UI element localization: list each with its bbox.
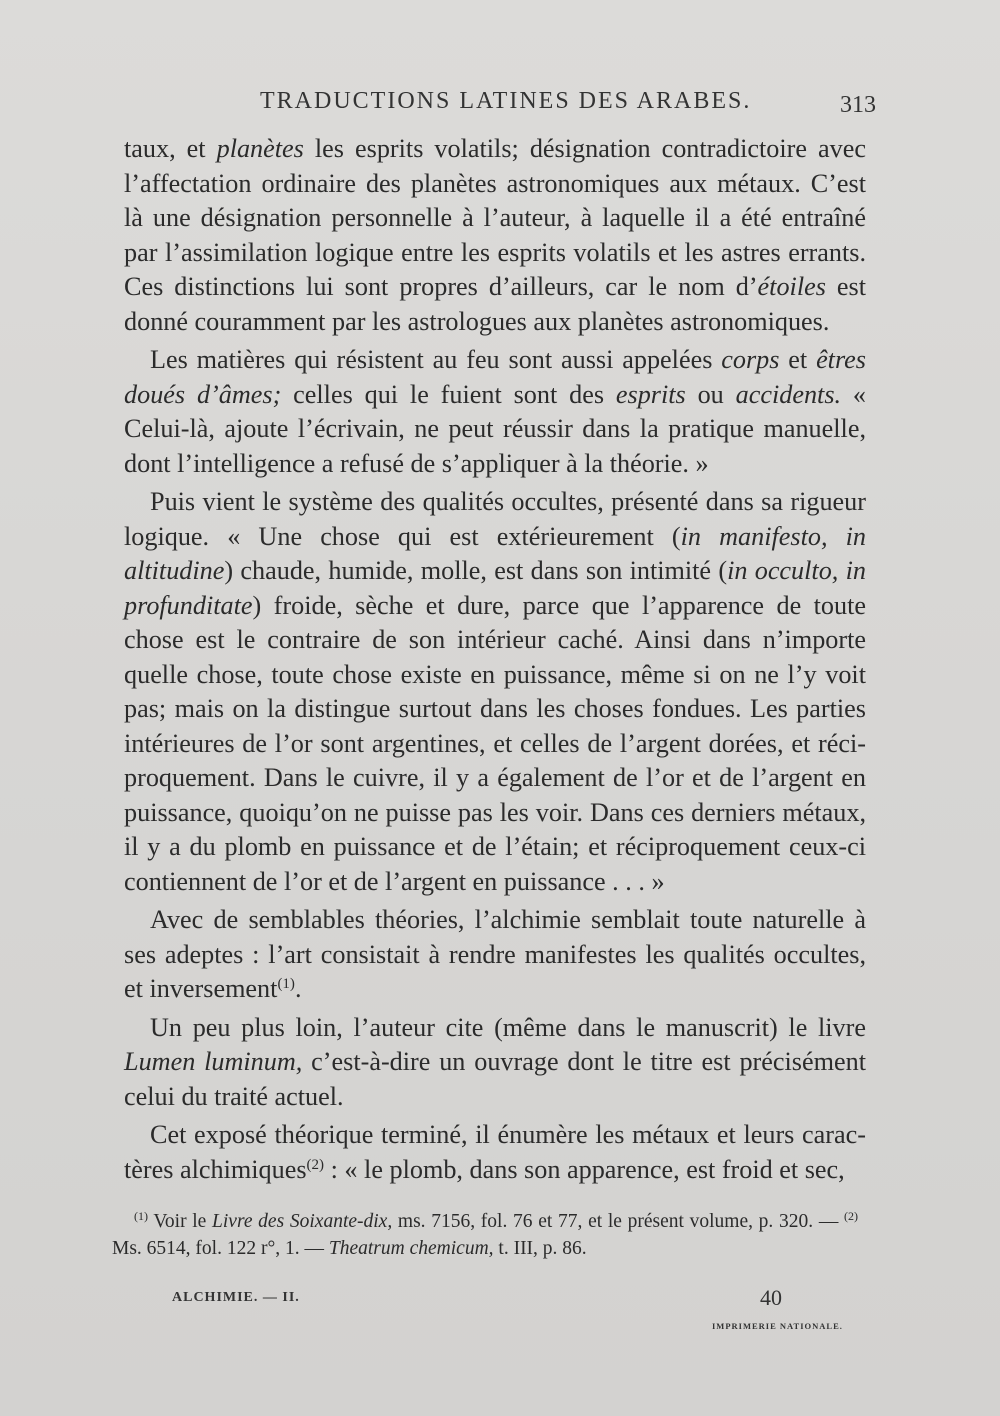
footnotes: [112, 1208, 858, 1262]
text-run: : « le plomb, dans son apparence, est froid et sec,: [324, 1154, 845, 1184]
text-run: ) froide, sèche et dure, parce que l’apparence de toute chose est le contraire de son intérieur caché. Ainsi dans n’importe quelle chose, toute chose existe en puissance, même si on ne l’y voit pas; mais on la distingue surtout dans les choses fondues. Les parties intérieures de l’or sont argentines, et celles de l’argent dorées, et réciproquement. Dans le cuivre, il y a également de l’or et de l’argent en puissance, quoiqu’on ne puisse pas les voir. Dans ces derniers métaux, il y a du plomb en puissance et de l’étain; et réciproquement ceux-ci contiennent de l’or et de l’argent en puissance . . . »: [124, 590, 866, 896]
text-run: les esprits volatils; désignation contradictoire avec l’affectation ordinaire des planètes astronomiques aux métaux. C’est là une désignation personnelle à l’auteur, à laquelle il a été entraîné par l’assimilation logique entre les esprits volatils et les astres errants. Ces distinctions lui sont propres d’ailleurs, car le nom d’: [124, 134, 866, 301]
footnote-ref: (1): [277, 976, 295, 992]
paragraph: [124, 1118, 866, 1187]
text-run: Avec de semblables théories, l’alchimie semblait toute naturelle à ses adeptes : l’art consistait à rendre manifestes les qualités occultes, et inversement: [124, 905, 866, 1003]
text-run: Un peu plus loin, l’auteur cite (même dans le manuscrit) le livre: [150, 1012, 866, 1042]
text-run: celles qui le fuient sont des: [281, 379, 616, 409]
text-run: Ms. 6514, fol. 122 r°, 1. —: [112, 1238, 329, 1259]
italic-text: in occulto, in profunditate: [124, 556, 867, 620]
text-run: ou: [685, 379, 736, 409]
footnote-text: [112, 1208, 858, 1262]
italic-text: Theatrum chemicum,: [328, 1238, 494, 1259]
footnote-ref: (1): [134, 1209, 148, 1223]
text-run: taux, et: [124, 134, 217, 163]
text-run: ms. 7156, fol. 76 et 77, et le présent volume, p. 320. —: [392, 1211, 845, 1232]
text-run: Puis vient le système des qualités occultes, présenté dans sa rigueur logique. « Une chose qui est extérieurement (: [124, 487, 866, 551]
paragraph: [124, 132, 866, 339]
italic-text: in manifesto, in altitudine: [124, 521, 866, 585]
body-text: [124, 132, 866, 1191]
signature-number: 40: [760, 1285, 782, 1310]
paragraph: [124, 903, 866, 1007]
paragraph: [124, 343, 866, 481]
running-title: TRADUCTIONS LATINES DES ARABES.: [260, 88, 752, 114]
text-run: Cet exposé théorique terminé, il énumère les métaux et leurs caractères alchimiques: [124, 1120, 866, 1184]
signature-mark: ALCHIMIE. — II.: [172, 1290, 300, 1305]
italic-text: corps: [721, 345, 780, 374]
italic-text: étoiles: [757, 272, 826, 301]
italic-text: planètes: [216, 134, 304, 163]
italic-text: accidents.: [735, 379, 842, 409]
text-run: « Celui-là, ajoute l’écrivain, ne peut réussir dans la pratique manuelle, dont l’intelligence a refusé de s’appliquer à la théorie. »: [124, 379, 867, 478]
footnote-ref: (2): [844, 1209, 859, 1223]
text-run: et: [779, 345, 817, 374]
italic-text: Lumen luminum,: [124, 1047, 303, 1076]
footnote-ref: (2): [306, 1156, 325, 1173]
text-run: est donné couramment par les astrologues aux planètes astronomiques.: [124, 272, 866, 336]
printer-imprint: IMPRIMERIE NATIONALE.: [712, 1321, 843, 1331]
paragraph: [124, 1011, 866, 1115]
italic-text: Livre des Soixante-dix,: [212, 1211, 393, 1232]
text-run: Les matières qui résistent au feu sont aussi appelées: [150, 345, 722, 374]
text-run: ) chaude, humide, molle, est dans son intimité (: [224, 556, 728, 585]
page-number: 313: [840, 92, 876, 118]
text-run: Voir le: [148, 1211, 213, 1232]
text-run: t. III, p. 86.: [493, 1238, 587, 1259]
text-run: .: [294, 974, 302, 1003]
paragraph: [124, 485, 866, 899]
italic-text: esprits: [615, 379, 686, 409]
italic-text: êtres doués d’âmes;: [124, 345, 866, 409]
text-run: c’est-à-dire un ouvrage dont le titre est précisément celui du traité actuel.: [124, 1047, 866, 1111]
